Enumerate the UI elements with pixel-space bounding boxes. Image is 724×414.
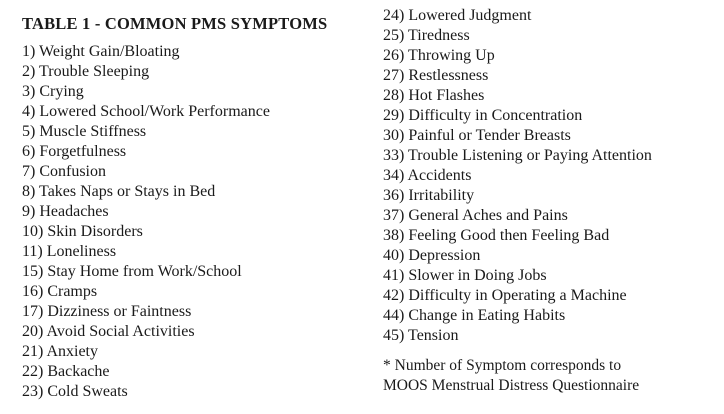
right-column [383, 6, 718, 396]
symptom-item: 40) Depression [383, 247, 481, 264]
symptom-item: 24) Lowered Judgment [383, 7, 532, 24]
symptom-item: 2) Trouble Sleeping [22, 63, 150, 80]
symptom-item: 34) Accidents [383, 167, 472, 184]
symptom-item: 36) Irritability [383, 187, 475, 204]
symptom-list-left [22, 42, 362, 402]
footnote-line-1: * Number of Symptom corresponds to [383, 357, 622, 374]
symptom-item: 37) General Aches and Pains [383, 207, 568, 224]
symptom-item: 27) Restlessness [383, 67, 489, 84]
footnote [383, 356, 718, 396]
symptom-item: 30) Painful or Tender Breasts [383, 127, 571, 144]
symptom-item: 1) Weight Gain/Bloating [22, 43, 180, 60]
symptom-item: 42) Difficulty in Operating a Machine [383, 287, 627, 304]
symptom-item: 10) Skin Disorders [22, 223, 143, 240]
symptom-item: 22) Backache [22, 363, 110, 380]
symptom-item: 5) Muscle Stiffness [22, 123, 147, 140]
symptom-item: 20) Avoid Social Activities [22, 323, 195, 340]
symptom-item: 16) Cramps [22, 283, 98, 300]
symptom-item: 9) Headaches [22, 203, 109, 220]
symptom-item: 33) Trouble Listening or Paying Attention [383, 147, 652, 164]
symptom-item: 7) Confusion [22, 163, 106, 180]
symptom-item: 26) Throwing Up [383, 47, 495, 64]
symptom-item: 15) Stay Home from Work/School [22, 263, 242, 280]
symptom-item: 44) Change in Eating Habits [383, 307, 566, 324]
symptom-item: 45) Tension [383, 327, 459, 344]
symptom-list-right [383, 6, 718, 346]
symptom-item: 29) Difficulty in Concentration [383, 107, 583, 124]
table-title: TABLE 1 - COMMON PMS SYMPTOMS [22, 14, 328, 33]
symptom-item: 8) Takes Naps or Stays in Bed [22, 183, 216, 200]
symptom-item: 23) Cold Sweats [22, 383, 128, 400]
symptom-item: 38) Feeling Good then Feeling Bad [383, 227, 610, 244]
symptom-item: 28) Hot Flashes [383, 87, 485, 104]
symptom-item: 41) Slower in Doing Jobs [383, 267, 547, 284]
symptom-item: 17) Dizziness or Faintness [22, 303, 192, 320]
symptom-item: 25) Tiredness [383, 27, 470, 44]
symptom-item: 6) Forgetfulness [22, 143, 127, 160]
symptom-item: 4) Lowered School/Work Performance [22, 103, 270, 120]
symptom-item: 3) Crying [22, 83, 84, 100]
footnote-line-2: MOOS Menstrual Distress Questionnaire [383, 377, 640, 394]
left-column [22, 12, 362, 402]
symptom-item: 21) Anxiety [22, 343, 98, 360]
symptom-item: 11) Loneliness [22, 243, 117, 260]
